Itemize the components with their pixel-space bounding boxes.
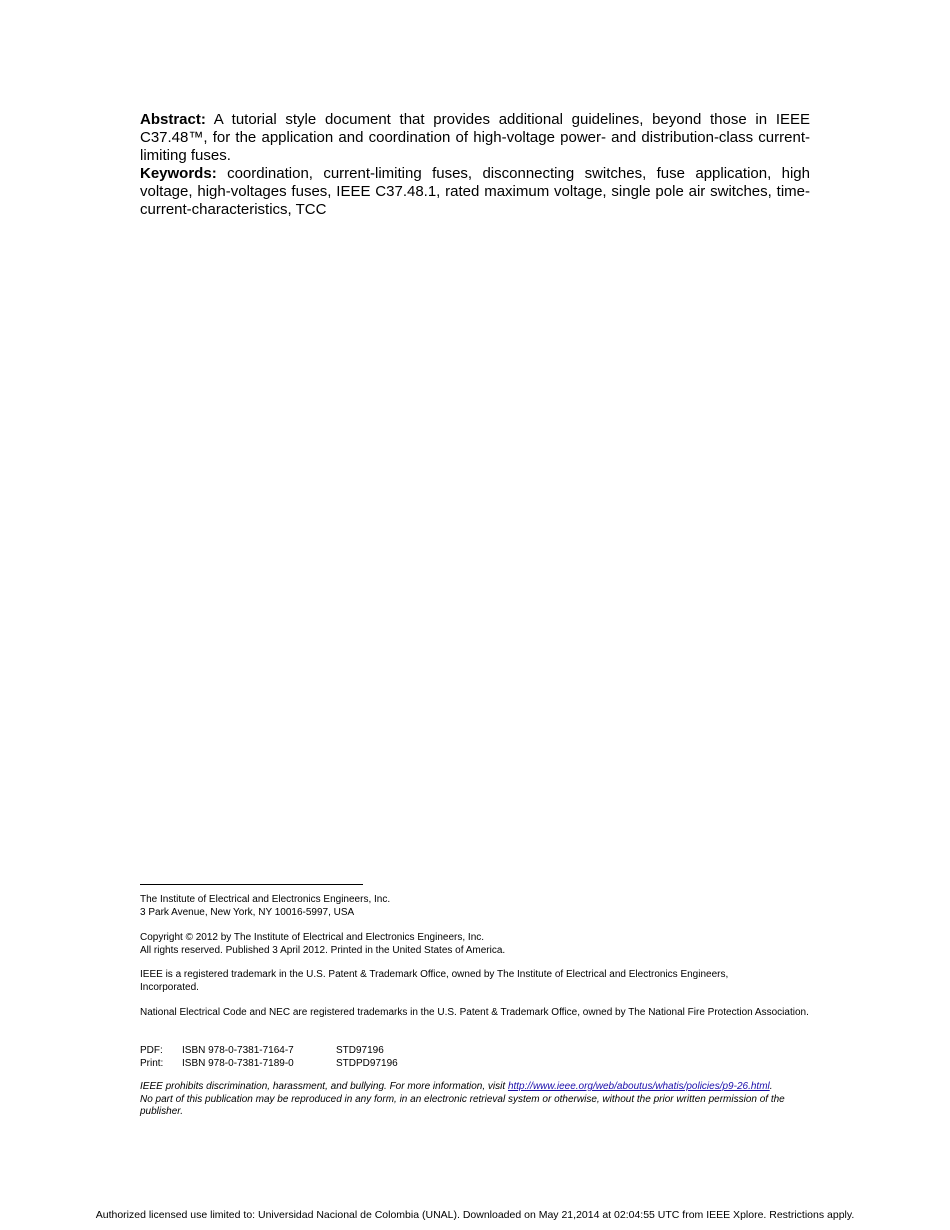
reproduction-notice: No part of this publication may be reproduced in any form, in an electronic retrieval system or otherwise, without the prior written permission of the publisher.	[140, 1093, 785, 1117]
nec-trademark-notice	[140, 1007, 820, 1020]
policy-link[interactable]: http://www.ieee.org/web/aboutus/whatis/policies/p9-26.html	[507, 1081, 770, 1092]
isbn-format: PDF:	[140, 1045, 163, 1056]
isbn-row-print	[140, 1058, 820, 1071]
copyright-line-1: Copyright © 2012 by The Institute of Electrical and Electronics Engineers, Inc.	[140, 932, 485, 943]
abstract-paragraph	[140, 111, 810, 165]
policy-end: .	[769, 1081, 773, 1092]
policy-notice	[140, 1081, 812, 1119]
publisher-info	[140, 894, 820, 919]
publisher-name: The Institute of Electrical and Electronics Engineers, Inc.	[140, 894, 391, 905]
copyright-info	[140, 932, 820, 957]
keywords-label: Keywords:	[140, 165, 217, 182]
policy-text: IEEE prohibits discrimination, harassment, and bullying. For more information, visit	[140, 1081, 508, 1092]
authorization-footer: Authorized licensed use limited to: Universidad Nacional de Colombia (UNAL). Downloaded on May 21,2014 at 02:04:55 UTC from IEEE Xplore. Restrictions apply.	[95, 1209, 855, 1221]
isbn-format: Print:	[140, 1057, 164, 1069]
isbn-row-pdf	[140, 1045, 820, 1058]
isbn-number: ISBN 978-0-7381-7164-7	[182, 1045, 294, 1056]
ieee-trademark-notice	[140, 969, 740, 994]
ieee-trademark-text: IEEE is a registered trademark in the U.S. Patent & Trademark Office, owned by The Institute of Electrical and Electronics Engineers, Incorporated.	[140, 969, 729, 993]
isbn-code: STDPD97196	[336, 1057, 398, 1069]
keywords-text: coordination, current-limiting fuses, disconnecting switches, fuse application, high voltage, high-voltages fuses, IEEE C37.48.1, rated maximum voltage, single pole air switches, time-current-characteristics, TCC	[140, 165, 810, 218]
isbn-table	[140, 1045, 820, 1070]
isbn-code: STD97196	[336, 1045, 384, 1056]
abstract-label: Abstract:	[140, 111, 206, 128]
keywords-paragraph	[140, 165, 810, 219]
copyright-line-2: All rights reserved. Published 3 April 2012. Printed in the United States of America.	[140, 944, 506, 956]
policy-paragraph	[140, 1081, 812, 1094]
footnote-divider	[140, 884, 363, 885]
isbn-number: ISBN 978-0-7381-7189-0	[182, 1057, 294, 1069]
nec-trademark-text: National Electrical Code and NEC are registered trademarks in the U.S. Patent & Trademark Office, owned by The National Fire Protection Association.	[140, 1007, 809, 1018]
abstract-text: A tutorial style document that provides additional guidelines, beyond those in IEEE C37.48™, for the application and coordination of high-voltage power- and distribution-class current-limiting fuses.	[140, 111, 810, 164]
publisher-address: 3 Park Avenue, New York, NY 10016-5997, USA	[140, 906, 355, 918]
abstract-section	[140, 111, 810, 219]
